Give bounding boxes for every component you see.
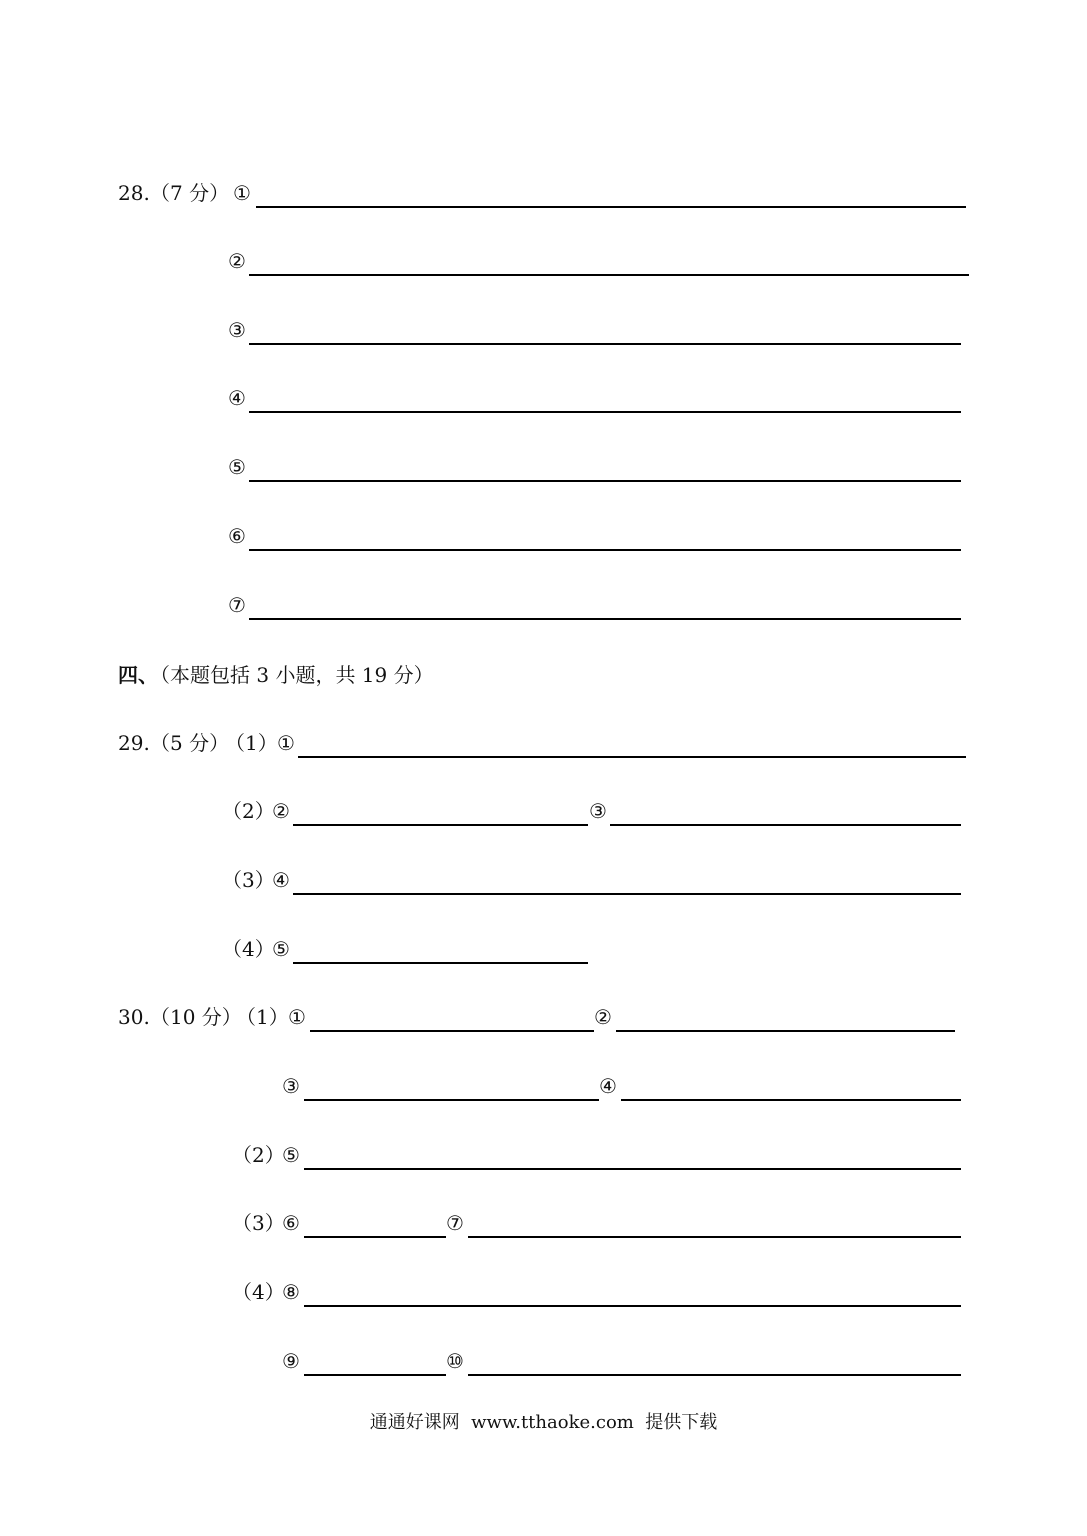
q30-row-1 xyxy=(0,1002,1087,1032)
page-footer: 通通好课网 www.tthaoke.com 提供下载 xyxy=(369,1412,718,1433)
q28-blank-5-label: ⑤ xyxy=(228,455,246,479)
q29-row-2 xyxy=(0,796,1087,826)
q30-blank-7-label: ⑦ xyxy=(446,1211,464,1235)
q30-blank-1-label: ① xyxy=(288,1005,306,1029)
q30-part-4: （4） xyxy=(232,1280,285,1304)
q29-row-1 xyxy=(0,728,1087,758)
q30-blank-9-line[interactable] xyxy=(304,1374,446,1376)
q28-blank-3-label: ③ xyxy=(228,318,246,342)
q30-blank-8-line[interactable] xyxy=(304,1305,961,1307)
q30-blank-5-line[interactable] xyxy=(304,1168,961,1170)
q29-row-4 xyxy=(0,934,1087,964)
q30-row-5 xyxy=(0,1277,1087,1307)
q30-blank-10-line[interactable] xyxy=(468,1374,961,1376)
q29-part-4: （4） xyxy=(222,937,275,961)
q30-row-6 xyxy=(0,1346,1087,1376)
q30-blank-10-label: ⑩ xyxy=(446,1349,464,1373)
q28-blank-4-label: ④ xyxy=(228,386,246,410)
section4-heading xyxy=(0,660,1087,690)
q30-blank-1-line[interactable] xyxy=(310,1030,594,1032)
q30-row-2 xyxy=(0,1071,1087,1101)
q29-blank-4-label: ④ xyxy=(272,868,290,892)
q28-row-5 xyxy=(0,452,1087,482)
q30-number: 30. xyxy=(118,1005,150,1029)
q28-blank-6-label: ⑥ xyxy=(228,524,246,548)
q30-blank-5-label: ⑤ xyxy=(282,1143,300,1167)
q28-blank-1-label: ① xyxy=(233,181,251,205)
q28-blank-4-line[interactable] xyxy=(249,411,961,413)
q30-blank-4-label: ④ xyxy=(599,1074,617,1098)
q30-blank-2-line[interactable] xyxy=(616,1030,955,1032)
section4-desc: （本题包括 3 小题，共 19 分） xyxy=(150,663,434,687)
q30-part-2: （2） xyxy=(232,1143,285,1167)
q29-part-1: （1） xyxy=(225,731,278,755)
q30-blank-3-line[interactable] xyxy=(304,1099,599,1101)
q28-blank-1-line[interactable] xyxy=(256,206,966,208)
q28-row-3 xyxy=(0,315,1087,345)
q29-blank-2-line[interactable] xyxy=(293,824,588,826)
q29-blank-3-label: ③ xyxy=(589,799,607,823)
q29-score: （5 分） xyxy=(150,731,230,755)
q30-blank-7-line[interactable] xyxy=(468,1236,961,1238)
q30-blank-6-label: ⑥ xyxy=(282,1211,300,1235)
q30-score: （10 分） xyxy=(150,1005,242,1029)
q30-blank-2-label: ② xyxy=(594,1005,612,1029)
q28-row-1 xyxy=(0,178,1087,208)
q28-number: 28. xyxy=(118,181,150,205)
q29-row-3 xyxy=(0,865,1087,895)
q29-blank-1-label: ① xyxy=(277,731,295,755)
q30-blank-8-label: ⑧ xyxy=(282,1280,300,1304)
q29-blank-1-line[interactable] xyxy=(298,756,966,758)
q29-blank-4-line[interactable] xyxy=(293,893,961,895)
q29-blank-5-label: ⑤ xyxy=(272,937,290,961)
q30-row-3 xyxy=(0,1140,1087,1170)
q29-part-2: （2） xyxy=(222,799,275,823)
q28-row-7 xyxy=(0,590,1087,620)
q30-row-4 xyxy=(0,1208,1087,1238)
q28-row-6 xyxy=(0,521,1087,551)
q29-blank-2-label: ② xyxy=(272,799,290,823)
q30-blank-9-label: ⑨ xyxy=(282,1349,300,1373)
q30-part-3: （3） xyxy=(232,1211,285,1235)
q28-blank-2-label: ② xyxy=(228,249,246,273)
q29-number: 29. xyxy=(118,731,150,755)
q30-blank-3-label: ③ xyxy=(282,1074,300,1098)
q28-blank-7-label: ⑦ xyxy=(228,593,246,617)
q28-row-4 xyxy=(0,383,1087,413)
q28-score: （7 分） xyxy=(150,181,230,205)
q29-blank-5-line[interactable] xyxy=(293,962,588,964)
section4-title: 四、 xyxy=(118,663,158,687)
q29-blank-3-line[interactable] xyxy=(610,824,961,826)
q29-part-3: （3） xyxy=(222,868,275,892)
q28-blank-6-line[interactable] xyxy=(249,549,961,551)
q28-row-2 xyxy=(0,246,1087,276)
q28-blank-2-line[interactable] xyxy=(249,274,969,276)
q28-blank-3-line[interactable] xyxy=(249,343,961,345)
q30-part-1: （1） xyxy=(236,1005,289,1029)
q28-blank-5-line[interactable] xyxy=(249,480,961,482)
q30-blank-6-line[interactable] xyxy=(304,1236,446,1238)
q30-blank-4-line[interactable] xyxy=(621,1099,961,1101)
q28-blank-7-line[interactable] xyxy=(249,618,961,620)
